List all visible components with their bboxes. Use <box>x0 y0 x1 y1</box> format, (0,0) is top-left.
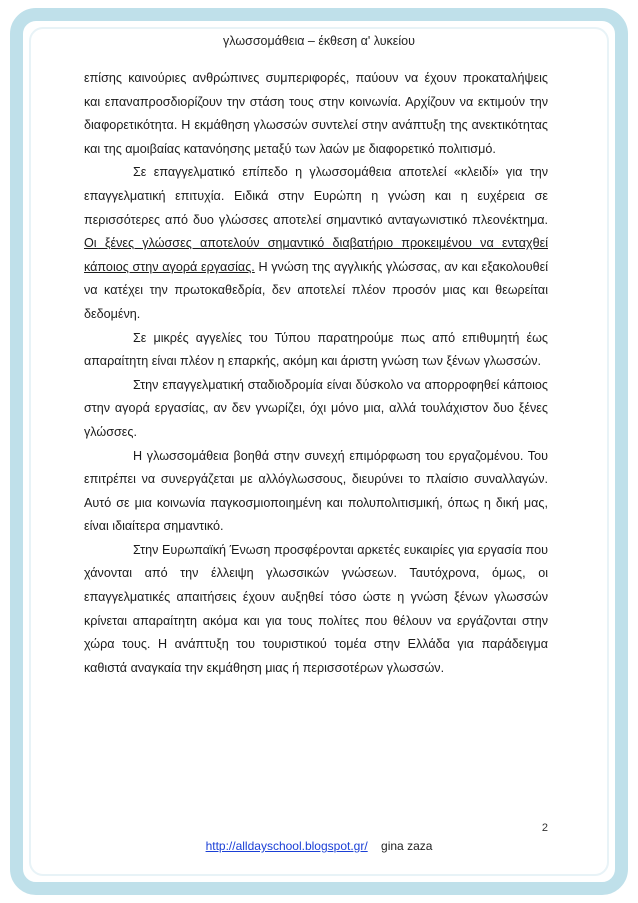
page-number: 2 <box>541 822 548 834</box>
document-body <box>84 67 548 680</box>
underlined-sentence: Οι ξένες γλώσσες αποτελούν σημαντικό διαβατήριο προκειμένου να ενταχθεί κάποιος στην αγορά εργασίας. <box>84 236 548 274</box>
paragraph-4: Στην επαγγελματική σταδιοδρομία είναι δύσκολο να απορροφηθεί κάποιος στην αγορά εργασίας, αν δεν γνωρίζει, όχι μόνο μια, αλλά τουλάχιστον δυο ξένες γλώσσες. <box>84 377 548 439</box>
author-name: gina zaza <box>381 839 433 853</box>
paragraph-6: Στην Ευρωπαϊκή Ένωση προσφέρονται αρκετές ευκαιρίες για εργασία που χάνονται από την έλλειψη γλωσσικών γνώσεων. Ταυτόχρονα, όμως, οι επαγγελματικές απαιτήσεις έχουν αυξηθεί τόσο ώστε η γνώση ξένων γλωσσών κρίνεται απαραίτητη ακόμα και για τους πολίτες που θέλουν να εργάζονται στην χώρα τους. Η ανάπτυξη του τουριστικού τομέα στην Ελλάδα για παράδειγμα καθιστά αναγκαία την εκμάθηση μιας ή περισσοτέρων γλωσσών. <box>84 542 548 675</box>
paragraph-3: Σε μικρές αγγελίες του Τύπου παρατηρούμε πως από επιθυμητή έως απαραίτητη είναι πλέον η επαρκής, ακόμη και άριστη γνώση των ξένων γλωσσών. <box>84 330 548 369</box>
paragraph-2 <box>84 161 548 326</box>
paragraph-1: επίσης καινούριες ανθρώπινες συμπεριφορές, παύουν να έχουν προκαταλήψεις και επαναπροσδιορίζουν την στάση τους στην κοινωνία. Αρχίζουν να εκτιμούν την διαφορετικότητα. Η εκμάθηση γλωσσών συντελεί στην ανάπτυξη της ανεκτικότητας και της αμοιβαίας κατανόησης μεταξύ των λαών με διαφορετικό πολιτισμό. <box>84 71 548 156</box>
paragraph-2-end: Η γνώση της αγγλικής γλώσσας, αν και εξακολουθεί να κατέχει την πρωτοκαθεδρία, δεν αποτελεί πλέον προσόν μιας και θεωρείται δεδομένη. <box>84 259 548 321</box>
paragraph-2-start: Σε επαγγελματικό επίπεδο η γλωσσομάθεια αποτελεί «κλειδί» για την επαγγελματική επιτυχία. Ειδικά στην Ευρώπη η γνώση και η ευχέρεια σε περισσότερες από δυο γλώσσες αποτελεί σημαντικό ανταγωνιστικό πλεονέκτημα. <box>84 165 548 227</box>
page-footer <box>0 839 638 853</box>
blog-link[interactable]: http://alldayschool.blogspot.gr/ <box>205 839 368 853</box>
paragraph-5: Η γλωσσομάθεια βοηθά στην συνεχή επιμόρφωση του εργαζομένου. Του επιτρέπει να συνεργάζεται με αλλόγλωσσους, διευρύνει το πλαίσιο συναλλαγών. Αυτό σε μια κοινωνία παγκοσμιοποιημένη και πολυπολιτισμική, όπως η δική μας, είναι ιδιαίτερα σημαντικό. <box>84 448 548 534</box>
page-header: γλωσσομάθεια – έκθεση α' λυκείου <box>223 34 415 48</box>
footer-spacer <box>371 839 378 853</box>
